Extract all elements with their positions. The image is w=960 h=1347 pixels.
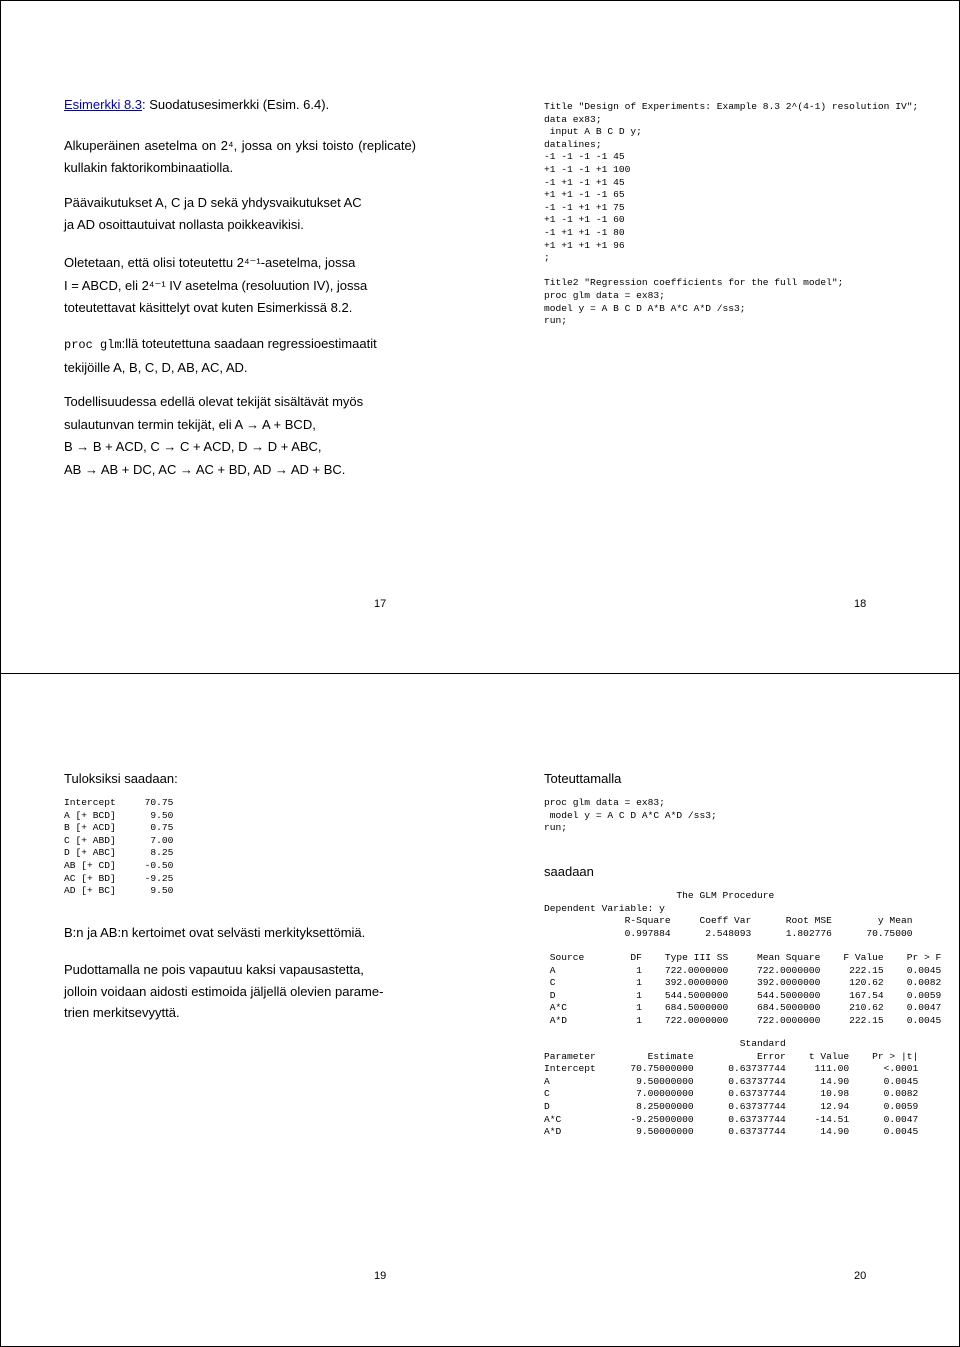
page-number-19: 19	[374, 1270, 387, 1282]
page17-heading: Esimerkki 8.3: Suodatusesimerkki (Esim. 6.4).	[64, 97, 330, 112]
page20-saadaan: saadaan	[544, 864, 594, 879]
page-number-17: 17	[374, 598, 387, 610]
page17-para5: Todellisuudessa edellä olevat tekijät sisältävät myös sulautunvan termin tekijät, eli A → A + BCD, B → B + ACD, C → C + ACD, D → D + ABC, AB → AB + DC, AC → AC + BD, AD → AD + BC.	[64, 394, 364, 477]
page17-para2: Päävaikutukset A, C ja D sekä yhdysvaikutukset AC ja AD osoittautuivat nollasta poikkeavikisi.	[64, 195, 362, 232]
regression-estimates-table: Intercept 70.75 A [+ BCD] 9.50 B [+ ACD] 0.75 C [+ ABD] 7.00 D [+ ABC] 8.25 AB [+ CD] -0.50 AC [+ BD] -9.25 AD [+ BC] 9.50	[64, 797, 174, 897]
page19-heading: Tuloksiksi saadaan:	[64, 771, 178, 786]
page17-para3: Oletetaan, että olisi toteutettu 2⁴⁻¹-asetelma, jossa I = ABCD, eli 2⁴⁻¹ IV asetelma (resoluution IV), jossa toteutettavat käsittelyt ovat kuten Esimerkissä 8.2.	[64, 255, 368, 315]
page19-para1: B:n ja AB:n kertoimet ovat selvästi merkityksettömiä.	[64, 925, 366, 940]
glm-parameter-estimates: Standard Parameter Estimate Error t Value Pr > |t| Intercept 70.75000000 0.63737744 111.00 <.0001 A 9.50000000 0.63737744 14.90 0.0045 C 7.00000000 0.63737744 10.98 0.0082 D 8.25000000 0.63737744 12.94 0.0059 A*C -9.25000000 0.63737744 -14.51 0.0047 A*D 9.50000000 0.63737744 14.90 0.0045	[544, 1038, 919, 1138]
reduced-model-code: proc glm data = ex83; model y = A C D A*C A*D /ss3; run;	[544, 797, 717, 834]
page20-heading: Toteuttamalla	[544, 771, 622, 786]
glm-anova-table: Source DF Type III SS Mean Square F Value Pr > F A 1 722.0000000 722.0000000 222.15 0.0045 C 1 392.0000000 392.0000000 120.62 0.0082 D 1 544.5000000 544.5000000 167.54 0.0059 A*C 1 684.5000000 684.5000000 210.62 0.0047 A*D 1 722.0000000 722.0000000 222.15 0.0045	[549, 952, 942, 1026]
example-link[interactable]: Esimerkki 8.3	[64, 97, 143, 112]
glm-fit-statistics: The GLM Procedure Dependent Variable: y R-Square Coeff Var Root MSE y Mean 0.997884 2.548093 1.802776 70.75000	[544, 890, 913, 939]
page-number-18: 18	[854, 598, 867, 610]
proc-glm-code: proc glm	[64, 338, 122, 352]
page17-para1: Alkuperäinen asetelma on 2⁴, jossa on yksi toisto (replicate) kullakin faktorikombinaatiolla.	[64, 138, 416, 175]
page-number-20: 20	[854, 1270, 867, 1282]
sas-code-block: Title "Design of Experiments: Example 8.3 2^(4-1) resolution IV"; data ex83; input A B C D y; datalines; -1 -1 -1 -1 45 +1 -1 -1 +1 100 -1 +1 -1 +1 45 +1 +1 -1 -1 65 -1 -1 +1 +1 75 +1 -1 +1 -1 60 -1 +1 +1 -1 80 +1 +1 +1 +1 96 ; Title2 "Regression coefficients for the full model"; proc glm data = ex83; model y = A B C D A*B A*C A*D /ss3; run;	[544, 101, 919, 327]
page17-para4: proc glm:llä toteutettuna saadaan regressioestimaatit tekijöille A, B, C, D, AB, AC, AD.	[64, 336, 377, 375]
page19-para2: Pudottamalla ne pois vapautuu kaksi vapausastetta, jolloin voidaan aidosti estimoida jäljellä olevien parame- trien merkitsevyyttä.	[64, 962, 384, 1020]
